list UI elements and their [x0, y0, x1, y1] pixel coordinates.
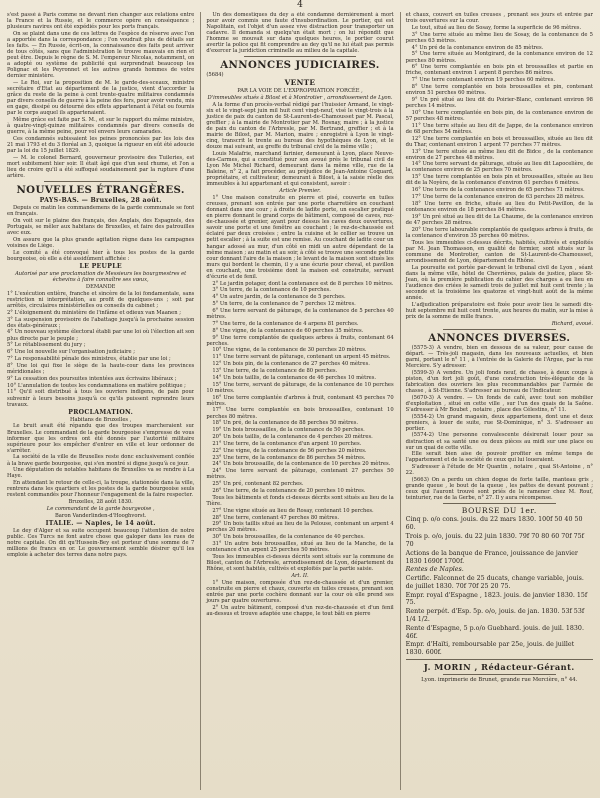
paragraph: 3° Un terre, de la contenance de 10 perches. [212, 287, 331, 294]
divider [443, 329, 555, 330]
paragraph: s'est passé à Paris comme ne devant rien changer aux relations entre la France et la Russie, et le commerce opère en conséquence ; plusieurs navires ont été expédiés pour les ports français. [7, 12, 195, 31]
bourse-line: Actions de la banque de France, jouissance de janvier 1830 1690f 1700f. [405, 549, 578, 565]
paragraph: 7° Une terre, de la contenance de 4 arpens 81 perches. [212, 320, 359, 327]
list-item: 14° Une terre servant de pâturage, située au lieu dit Lapocelière, de la contenance environ de 25 perches 70 mètres. [405, 161, 593, 174]
list-item: 6° Une terre complantée en bois pin et broussailles et partie en friche, contenant environ 1 arpent 8 perches 86 mètres. [405, 64, 593, 77]
paragraph: Même grâce est faite par S. M., et sur le rapport du même ministre, à quatre-vingt-quinze militaires condamnés par divers conseils de guerre, à la même peine, pour vol envers leurs camarades. [7, 117, 195, 136]
list-item: 3° Une terre située au même lieu de Sosay, de la contenance de 5 perches 63 mètres. [405, 31, 593, 44]
heading-bourse: BOURSE DU 1er. [461, 506, 537, 516]
bourse-line: Certific. Falconnet de 25 ducats, change variable, jouis. de juillet 1830. 70f 70f 25 20 75. [405, 574, 584, 590]
page-number: 4 [297, 0, 303, 10]
list-item: 4° Un nouveau système électoral établi par une loi où l'élection ait son plus directe par le peuple ; [7, 329, 195, 342]
paragraph: PAR LA VOIE DE L'EXPROPRIATION FORCÉE , [237, 88, 363, 95]
paragraph: Bruxelles, 28 août 1830. [68, 499, 133, 506]
divider [443, 503, 555, 504]
paragraph: Le bruit avait été répandu que des troupes marcheraient sur Bruxelles. Le commandant de la garde bourgeoise s'empresse de vous informer que les ordres ont été donnés par l'autorité militaire supérieure pour les empêcher d'entrer en ville et leur ordonner de s'arrêter. [7, 423, 195, 454]
section-title-annonces-judiciaires: ANNONCES JUDICIAIRES. [220, 59, 380, 72]
heading-vente: VENTE [284, 78, 316, 88]
heading-article: Art. II. [291, 572, 309, 579]
list-item: 6° Une loi nouvelle sur l'organisation judiciaire ; [7, 349, 135, 356]
paragraph: On assure que la plus grande agitation règne dans les campagnes voisines de Liège. [7, 237, 195, 250]
dateline-italie: ITALIE. — Naples, le 14 août. [45, 519, 156, 527]
column-2 [200, 12, 393, 790]
paragraph: 14° Un bois taillis, de la contenance de 46 perches 10 mètres. [212, 374, 377, 381]
bourse-line: Cinq p. o/o cons. jouis. du 22 mars 1830. 100f 50 40 50 60. [405, 516, 583, 532]
column-3 [400, 12, 593, 790]
paragraph: 27° Une vigne située au lieu de Rosay, contenant 10 perches. [212, 507, 374, 514]
list-item: 9° Un pré situé au lieu dit du Poirier-Blanc, contenant environ 98 perches 14 mètres. [405, 96, 593, 110]
paragraph: Le comité a été convoqué hier à tous les postes de la garde bourgeoise, où elle a été assidûment affichée : [7, 249, 195, 263]
paragraph: 29° Un bois taillis situé au lieu de la Pelouse, contenant un arpent 4 perches 20 mètres. [206, 521, 394, 534]
paragraph: 2° Un autre bâtiment, composé d'un rez-de-chaussée et d'un fenil au-dessus et trouve adaptée une chappe, le tout bâti en pierre [206, 604, 394, 617]
paragraph: Habitans de Bruxelles , [69, 416, 132, 423]
list-item: 7° La responsabilité pénale des ministres, établie par une loi ; [7, 356, 171, 363]
list-item: 5° Le rétablissement du jury ; [7, 342, 86, 349]
list-item: 7° Une terre contenant environ 19 perches 60 mètres. [411, 77, 556, 84]
dateline-pays-bas: PAYS-BAS. — Bruxelles, 28 août. [39, 197, 162, 205]
paragraph: 4° Un autre jardin, de la contenance de 5 perches. [212, 294, 346, 301]
paragraph: 15° Une terre, servant de pâturage, de la contenance de 10 perches 10 mètres. [206, 381, 394, 394]
list-item: Le tout, situé au lieu de Sosay, forme la superficie de 96 mètres. [411, 24, 582, 31]
paragraph: 13° Une terre, de la contenance de 80 perches. [212, 367, 338, 374]
classified-ad: Elle serait bien aise de pouvoir profiter en même temps de l'appartement et de la société de ceux qui lui loueraient. [405, 451, 593, 464]
paragraph: 12° Un bois pin, de la contenance de 27 perches 40 mètres. [212, 361, 370, 368]
list-item: 17° Une terre de la contenance environ de 63 perches 28 mètres. [411, 194, 585, 201]
section-title-foreign-news: NOUVELLES ÉTRANGÈRES. [16, 184, 185, 197]
bourse-line: Rente perpét. d'Esp. 5p. o/o, jouis. de jan. 1830. 53f 53f 1/4 1/2. [405, 608, 585, 624]
list-item: 8° Une loi qui fixe le siège de la haute-cour dans les provinces méridionales ; [7, 362, 195, 375]
classified-ad: (5663) On a perdu un chien dogue de forte taille, manteau gris , grande queue , le bout de la queue , les pattes de devant pouvant ; ceux qui l'auront trouvé sont priés de le ramener chez M. Rouf, teinturier, rue de la Gerbe, n° 27. Il y aura récompense. [405, 477, 593, 502]
classified-ad: (5574-2) Une personne convalescente désirerait louer pour sa distraction et sa santé une ou deux pièces au midi sur une place ou sur un quai de cette ville. [405, 432, 593, 451]
paragraph: 26° Une terre, de la contenance de 20 perches 10 mètres. [212, 487, 366, 494]
paragraph: Tous les immeubles ci-dessus décrits sont situés sur la commune de Bilost, canton de l'Arbresle, arrondissement de Lyon, département du Rhône, et sont habités, cultivés et exploités par la partie saisie. [206, 554, 394, 573]
paragraph: Le dey d'Alger et sa suite occupent beaucoup l'attention de notre public. Ces Turcs ne font autre chose que galoper dans les rues de notre capitale. On dit qu'Hussein-Bey est porteur d'une somme de 7 millions de francs en or. Le gouvernement semble désirer qu'il les emploie à acheter des terres dans notre pays. [7, 527, 195, 559]
paragraph: 30° Un bois broussailles, de la contenance de 40 perches. [212, 534, 365, 541]
paragraph: — M. le colonel Bernard, gouverneur provisoire des Tuileries, est mort subitement hier soir. Il était âgé que d'un seul rhume, et l'on a lieu de croire qu'il a été suffoqué soudainement par la rupture d'une artère. [7, 155, 195, 180]
divider [406, 659, 593, 660]
paragraph: 18° Un pré, de la contenance de 88 perches 50 mètres. [212, 420, 359, 427]
list-item: 10° Une terre complantée en bois pin, de la contenance environ de 57 perches 48 mètres. [405, 109, 593, 122]
bourse-line: Trois p. o/o, jouis. du 22 juin 1830. 79f 70 80 60 70f 75f 70 [405, 532, 584, 548]
list-item: 20° Une terre labourable complantée de quelques arbres à fruits, de la contenance d'environ 35 perches 60 mètres. [405, 226, 593, 239]
paragraph: 24° Une terre servant de pâturage, contenant 27 perches 50 mètres. [206, 468, 394, 481]
paragraph: 22° Une vigne, de la contenance de 56 perches 20 mètres. [212, 447, 367, 454]
notice-ref: (5684) [206, 72, 224, 79]
paragraph: 6° Une terre servant de pâturage, de la contenance de 5 perches 40 mètres. [206, 307, 394, 321]
list-item: 15° Une terre complantée en bois pin et broussailles, située au lieu dit de la Noyère, de la contenance d'environ 61 perches 6 mètres. [405, 174, 593, 187]
list-item: 9° La cessation des poursuites intentées aux écrivains libéraux ; [7, 375, 177, 382]
paragraph: 25° Un pré, contenant 82 perches. [212, 481, 304, 488]
paragraph: La poursuite est portée par-devant le tribunal civil de Lyon , séant dans la même ville, hôtel de Chevrières, palais de justice, place St-Jean, où la première publication du cahier des charges a eu lieu en l'audience des criées le samedi trois de juillet mil huit cent trente ; la seconde et la troisième les quatorze et vingt-huit août de la même année. [405, 264, 593, 301]
bourse-subheading: Rentes de Naples. [405, 566, 464, 574]
list-item: 11° Une terre située au lieu dit de Jappe, de la contenance environ de 68 perches 54 mètres. [405, 122, 593, 135]
paragraph: En attendant le retour de celle-ci, la troupe, stationnée dans la ville, rentrera dans les quartiers et les postes de la garde bourgeoise seuls restent commandés pour l'honneur l'engagement de la faire respecter. [7, 480, 195, 499]
paragraph: 28° Une terre, contenant 47 perches 80 mètres. [212, 514, 340, 521]
paragraph: Baron Vanderlinden-d'Hooghvorst. [55, 512, 147, 519]
list-item: 18° Une terre en friche, située au lieu du Petit-Pavillon, de la contenance environ de 18 perches 84 mètres. [405, 200, 593, 213]
list-item: 3° La suspension provisoire de l'abattage jusqu'à la prochaine session des états-généraux ; [7, 316, 195, 329]
editor-credit: J. MORIN , Rédacteur-Gérant. [423, 662, 575, 673]
paragraph: Le commandant de la garde bourgeoise , [46, 506, 155, 513]
classified-ad: (5575-3) A vendre, bien en dessous de sa valeur, pour cause de départ. — Très-joli magasin, dans les nouveaux actuelles, et bien garni, portant le n° 11 , à l'entrée de la Galerie de l'Argue, par la rue Mercière. S'y adresser. [405, 344, 593, 369]
paragraph: — Le Roi, sur la proposition de M. le garde-des-sceaux, ministre secrétaire d'Etat au département de la justice, vient d'accorder la grâce du reste de la peine à cent trente-quatre militaires condamnés par divers conseils de guerre à la peine des fers, pour avoir vendu, mis en gage, dissipé ou détourné des effets appartenant à l'état ou fournis par le corps auquel ils appartenaient. [7, 80, 195, 117]
paragraph: 19° Un bois broussailles, de la contenance de 50 perches. [212, 427, 365, 434]
heading-article: Article Premier. [279, 188, 321, 195]
column-1 [7, 12, 194, 790]
bourse-line: Rente d'Espagne, 5 p.o/o Guebhard. jouis. de juil. 1830. 46f. [405, 624, 584, 640]
paragraph: 17° Une terre complantée en bois broussailles, contenant 10 perches 80 mètres. [206, 407, 394, 420]
heading-le-peuple: LE PEUPLE [79, 263, 122, 271]
classified-ad: (5670-3) A vendre. — Un fonds de café, avec tout son mobilier d'exploitation , situé en cette ville , sur l'un des quais de la Saône. S'adresser à Mr Boubet , notaire , place des Célestins, n° 11. [405, 394, 593, 413]
divider [244, 56, 356, 57]
list-item: 5° Une terre située au Montgirard, de la contenance environ de 12 perches 80 mètres. [405, 51, 593, 64]
heading-proclamation: PROCLAMATION. [68, 408, 134, 416]
paragraph: Une députation de notables habitans de Bruxelles va se rendre à La Haye. [7, 467, 195, 480]
classified-ad: (5599-3) A vendre. Un joli fonds neuf, de chasse, à deux coups à piston, d'un fort joli goût, d'une construction très-élégante de la fabrication des ouvriers les plus recommandables par l'armée de chasse , à St-Etienne. S'adresser au bureau de l'Indicateur. [405, 369, 593, 394]
paragraph: 31° Un autre bois broussailles, situé au lieu de la Manche, de la contenance d'un arpent 25 perches 50 mètres. [206, 541, 394, 554]
signature: Richard, avoué. [551, 320, 593, 327]
paragraph: A la forme d'un procès-verbal rédigé par l'huissier Armand, le vingt-six et le vingt-sept juin mil huit cent vingt-neuf, visé le vingt-trois à la justice de paix du canton de St-Laurent-de-Chamousset par M. Pascal, greffier ; à la mairie de Montrotier par M. Rosnay, maire ; à la justice de paix du canton de l'Arbresle, par M. Bertrand, greffier ; et à la mairie de Bilost, par M. Marion, maire ; enregistré à Lyon le vingt-cinq, transcrit le trente au bureau des hypothèques de Lyon, et le douze mai suivant, au greffe du tribunal civil de la même ville ; [206, 102, 394, 151]
paragraph: Louis Malafrie, marchand farinier, demeurant à Lyon, place Neuve-des-Carmes, qui a constitué pour son avoué près le tribunal civil de Lyon Me Michel Richard, demeurant dans la même ville, rue de la Baleine, n° 2, a fait procéder, au préjudice de Jean-Antoine Coquard, propriétaire, et cultivateur, demeurant à Bilost, à la saisie réelle des immeubles à lui appartenant et qui consistent, savoir : [206, 151, 394, 188]
paragraph: L'adjudication préparatoire est fixée pour avoir lieu le samedi dix-huit septembre mil huit cent trente, aux heures du matin, sur la mise à prix de la somme de mille francs. [405, 301, 593, 320]
paragraph: Depuis ce matin les commandemens de la garde communale se font en français. [7, 205, 195, 218]
divider [44, 181, 156, 182]
list-item: 8° Une terre complantée en bois broussailles et pin, contenant environ 51 perches 60 mètres. [405, 84, 593, 97]
paragraph: 24° Un bois broussaille, de la contenance de 10 perches 20 mètres. [212, 461, 391, 468]
divider [443, 674, 555, 675]
paragraph: 11° Une terre servant de pâturage, contenant un arpent 45 mètres. [212, 354, 391, 361]
paragraph: 23° Une terre, de la contenance de 86 perches 54 mètres. [212, 454, 366, 461]
paragraph: Autorisé par une proclamation de Messieurs les bourgmestres et échevins à faire connaître ses vœux, [15, 271, 187, 284]
paragraph: 8° Une vigne, de la contenance de 60 perches 35 mètres. [212, 327, 364, 334]
paragraph: 2° Le jardin potager, dont la contenance est de 8 perches 10 mètres. [212, 280, 394, 287]
paragraph: 1° Une maison, composée d'un rez-de-chaussée et d'un grenier, construite en pierre et chaux, couverte en tuiles creuses, prenant son entrée par une porte cochère donnant sur la cour où elle prend ses jours par quatre ouvertures. [206, 579, 394, 604]
paragraph: On voit sur le plaine des français, des Anglais, des Espagnols, des Portugais, se mêler aux habitans de Bruxelles, et faire des patrouilles avec eux. [7, 218, 195, 237]
list-item: 10° L'annulation de toutes les condamnations en matière politique ; [7, 382, 186, 389]
paragraph-demande: DEMANDE [85, 283, 116, 290]
paragraph: 21° Une terre, de la contenance d'un arpent 10 perches. [212, 440, 362, 447]
list-item: 4° Un pré de la contenance environ de 85 mètres. [411, 44, 544, 51]
classified-ad: (5554-2) Un grand magasin, deux appartemens, dont une et deux greniers, à louer de suite, rue St-Dominique, n° 3. S'adresser au portier. [405, 413, 593, 432]
paragraph: 10° Une vigne, de la contenance de 30 perches 20 mètres. [212, 347, 367, 354]
printer-credit: Lyon. imprimerie de Brunet, grande rue Mercière, n° 44. [421, 677, 578, 684]
list-item: 13° Une terre située au même lieu dit de Bidce , de la contenance environ de 27 perches 48 mètres. [405, 148, 593, 161]
list-item: 16° Une terre de la contenance environ de 65 perches 71 mètres. [411, 187, 585, 194]
paragraph: 16° Une terre complantée d'arbres à fruit, contenant 45 perches 70 mètres. [206, 394, 394, 407]
bourse-line: Empr. d'Haïti, remboursable par 25e, jouis. de juillet 1830. 600f. [405, 641, 575, 657]
paragraph: 1° Une maison construite en pierre et pisé, couverte en tuiles creuses, prenant son entrée par une porte charretière en couchant donnant dans une cour ; à droite de ladite porte, un escalier pratiqué en pierre donnant le grand corps de bâtiment, composé de caves, rez-de-chaussée et grenier, ayant pour dessus les caves deux ouvertures, savoir une porte et une fenêtre au couchant ; le rez-de-chaussée est éclairé par deux croisées ; entre la cuisine et le cellier se trouve un petit escalier ; à la suite est une remise. Au couchant de ladite cour un hangar adossé au mur, d'un côté en midi un autre dépendant de la même maison ; au matin et au soir, à côté se trouve une seconde petite cour donnant l'aire de la maison ; le levant de la maison sont situés les murs qui bordent le chemin, il y a une écurie pour cheval, et pavillon en couchant, une troisième dont la maison est construite, servant d'écurie et de fenil. [206, 195, 394, 280]
list-item: 2° L'éloignement du ministère de l'infâme et odieux van Maanen ; [7, 309, 181, 316]
paragraph: 20° Un bois taillis, de la contenance de 4 perches 20 mètres. [212, 434, 373, 441]
list-item: 19° Un pré situé au lieu dit de La Chaume, de la contenance environ de 47 perches 28 mètres. [405, 213, 593, 226]
paragraph: et chaux, couvert en tuiles creuses , prenant ses jours et entrée par trois ouvertures sur la cour. [405, 12, 593, 25]
paragraph: D'immeubles situés à Bilost et à Montrotier , arrondissement de Lyon. [207, 95, 393, 102]
paragraph: On se plaint dans une de ces lettres de l'espèce de réserve avec l'on a apportée dans la correspondance ; l'on voudrait plus de détails sur les faits. — En Russie, écrit-on, la connaissance des faits peut arriver de tous côtés, sans que l'administration le trouve mauvais en rien et peut être. Depuis le règne de S. M. l'empereur Nicolas, notamment, on a adopté ou système de publicité qui surprendrait beaucoup les Polignac et les Peyronnet et les autres grands hommes de votre dernier ministère. [7, 30, 195, 80]
paragraph: Ces condamnés subissaient les peines prononcées par les lois des 21 mai 1793 et du 3 floréal an 3, quoique la rigueur en eût été adoucie par la loi du 15 juillet 1829. [7, 136, 195, 155]
list-item: 11° Qu'il soit distribué à tous les ouvriers indigens, de pain pour subvenir à leurs besoins jusqu'à ce qu'ils puissent reprendre leurs travaux. [7, 389, 195, 408]
paragraph: La société de la ville de Bruxelles reste donc exclusivement confiée à la brave garde bourgeoise, qui s'en montré si digne jusqu'à ce jour. [7, 454, 195, 467]
list-item: 1° L'exécution entière, franche et sincère de la loi fondamentale, sans restriction ni interprétation, au profit de quelques-uns ; soit par arrêtés, circulaires ministérielles ou conseils du cabinet ; [7, 290, 195, 309]
classified-ad: S'adresser à l'étude de Mr Quantin , notaire , quai St-Antoine , n° 22. [405, 464, 593, 477]
paragraph: 5° Un terre, de la contenance de 7 perches 12 mètres. [212, 301, 356, 308]
paragraph: Un des domestiques du dey a été condamné dernièrement à mort pour avoir commis une faute d'insubordination. Le portier, qui est Napolitain, est l'objet d'un assez vive distraction pour transporter un cadavre. Il demanda si quelqu'un était mort ; on lui répondit que l'homme se mouvait sur dans quelques heures, le portier courut avertir la police qui fit comprendre au dey qu'il ne lui était pas permis d'exercer la juridiction criminelle au milieu de la capitale. [206, 12, 394, 55]
paragraph: Tous les immeubles ci-dessus décrits, habités, cultivés et exploités par M. Jean Thomasson, en qualité de fermier, sont situés sur la commune de Montrotier, canton de St-Laurent-de-Chamousset, arrondissement de Lyon, département du Rhône. [405, 239, 593, 264]
bourse-line: Empr. royal d'Espagne , 1823. jouis. de janvier 1830. 15f 75. [405, 591, 588, 607]
section-title-annonces-diverses: ANNONCES DIVERSES. [428, 331, 571, 344]
paragraph: 9° Une terre complantée de quelques arbres à fruits, contenant 64 perches. [206, 334, 394, 347]
paragraph: Tous les bâtiments et fonds ci-dessus décrits sont situés au lieu de la Tière. [206, 494, 394, 507]
list-item: 12° Une terre complantée en bois et broussailles, située au lieu dit du Thar, contenant environ 1 arpent 77 perches 77 mètres. [405, 135, 593, 148]
